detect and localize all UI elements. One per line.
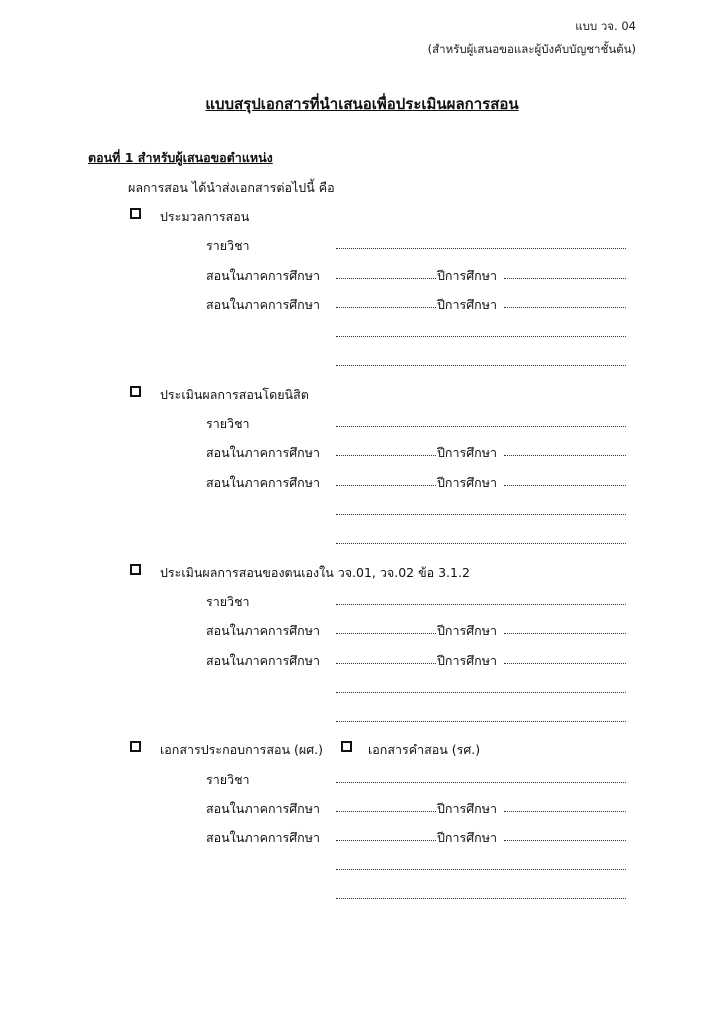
section2-label: ประเมินผลการสอนโดยนิสิต [160, 387, 309, 402]
subject-label: รายวิชา [206, 416, 250, 431]
subject-line[interactable] [336, 248, 626, 249]
section3-checkbox[interactable] [130, 564, 141, 575]
section4-checkbox[interactable] [130, 741, 141, 752]
extra-line[interactable] [336, 543, 626, 544]
part1-heading: ตอนที่ 1 สำหรับผู้เสนอขอตำแหน่ง [88, 150, 273, 165]
section1-label: ประมวลการสอน [160, 209, 250, 224]
semester-line[interactable] [336, 485, 436, 486]
semester-label: สอนในภาคการศึกษา [206, 830, 321, 845]
year-label: ปีการศึกษา [437, 830, 497, 845]
year-line[interactable] [504, 840, 626, 841]
section1-checkbox[interactable] [130, 208, 141, 219]
subject-line[interactable] [336, 604, 626, 605]
year-label: ปีการศึกษา [437, 653, 497, 668]
year-line[interactable] [504, 307, 626, 308]
year-line[interactable] [504, 633, 626, 634]
subject-line[interactable] [336, 782, 626, 783]
semester-line[interactable] [336, 811, 436, 812]
year-line[interactable] [504, 278, 626, 279]
semester-line[interactable] [336, 307, 436, 308]
year-line[interactable] [504, 455, 626, 456]
extra-line[interactable] [336, 365, 626, 366]
semester-label: สอนในภาคการศึกษา [206, 268, 321, 283]
extra-line[interactable] [336, 692, 626, 693]
subject-label: รายวิชา [206, 238, 250, 253]
form-note: (สำหรับผู้เสนอขอและผู้บังคับบัญชาชั้นต้น) [427, 42, 636, 56]
year-line[interactable] [504, 485, 626, 486]
semester-label: สอนในภาคการศึกษา [206, 623, 321, 638]
semester-line[interactable] [336, 663, 436, 664]
year-label: ปีการศึกษา [437, 445, 497, 460]
page-title: แบบสรุปเอกสารที่นำเสนอเพื่อประเมินผลการสอน [205, 95, 519, 113]
section2-checkbox[interactable] [130, 386, 141, 397]
section3-label: ประเมินผลการสอนของตนเองใน วจ.01, วจ.02 ข้อ 3.1.2 [160, 565, 470, 580]
semester-label: สอนในภาคการศึกษา [206, 475, 321, 490]
subject-label: รายวิชา [206, 594, 250, 609]
year-label: ปีการศึกษา [437, 623, 497, 638]
section4-label: เอกสารประกอบการสอน (ผศ.) [160, 742, 324, 757]
subject-line[interactable] [336, 426, 626, 427]
semester-label: สอนในภาคการศึกษา [206, 445, 321, 460]
year-label: ปีการศึกษา [437, 297, 497, 312]
part1-intro: ผลการสอน ได้นำส่งเอกสารต่อไปนี้ คือ [128, 180, 335, 195]
section4b-checkbox[interactable] [341, 741, 352, 752]
year-line[interactable] [504, 663, 626, 664]
year-line[interactable] [504, 811, 626, 812]
semester-line[interactable] [336, 633, 436, 634]
subject-label: รายวิชา [206, 772, 250, 787]
semester-label: สอนในภาคการศึกษา [206, 801, 321, 816]
semester-line[interactable] [336, 278, 436, 279]
semester-line[interactable] [336, 840, 436, 841]
extra-line[interactable] [336, 336, 626, 337]
year-label: ปีการศึกษา [437, 268, 497, 283]
extra-line[interactable] [336, 869, 626, 870]
form-code: แบบ วจ. 04 [575, 19, 636, 33]
semester-label: สอนในภาคการศึกษา [206, 653, 321, 668]
semester-label: สอนในภาคการศึกษา [206, 297, 321, 312]
extra-line[interactable] [336, 514, 626, 515]
extra-line[interactable] [336, 721, 626, 722]
year-label: ปีการศึกษา [437, 475, 497, 490]
section4b-label: เอกสารคำสอน (รศ.) [368, 742, 481, 757]
extra-line[interactable] [336, 898, 626, 899]
semester-line[interactable] [336, 455, 436, 456]
year-label: ปีการศึกษา [437, 801, 497, 816]
